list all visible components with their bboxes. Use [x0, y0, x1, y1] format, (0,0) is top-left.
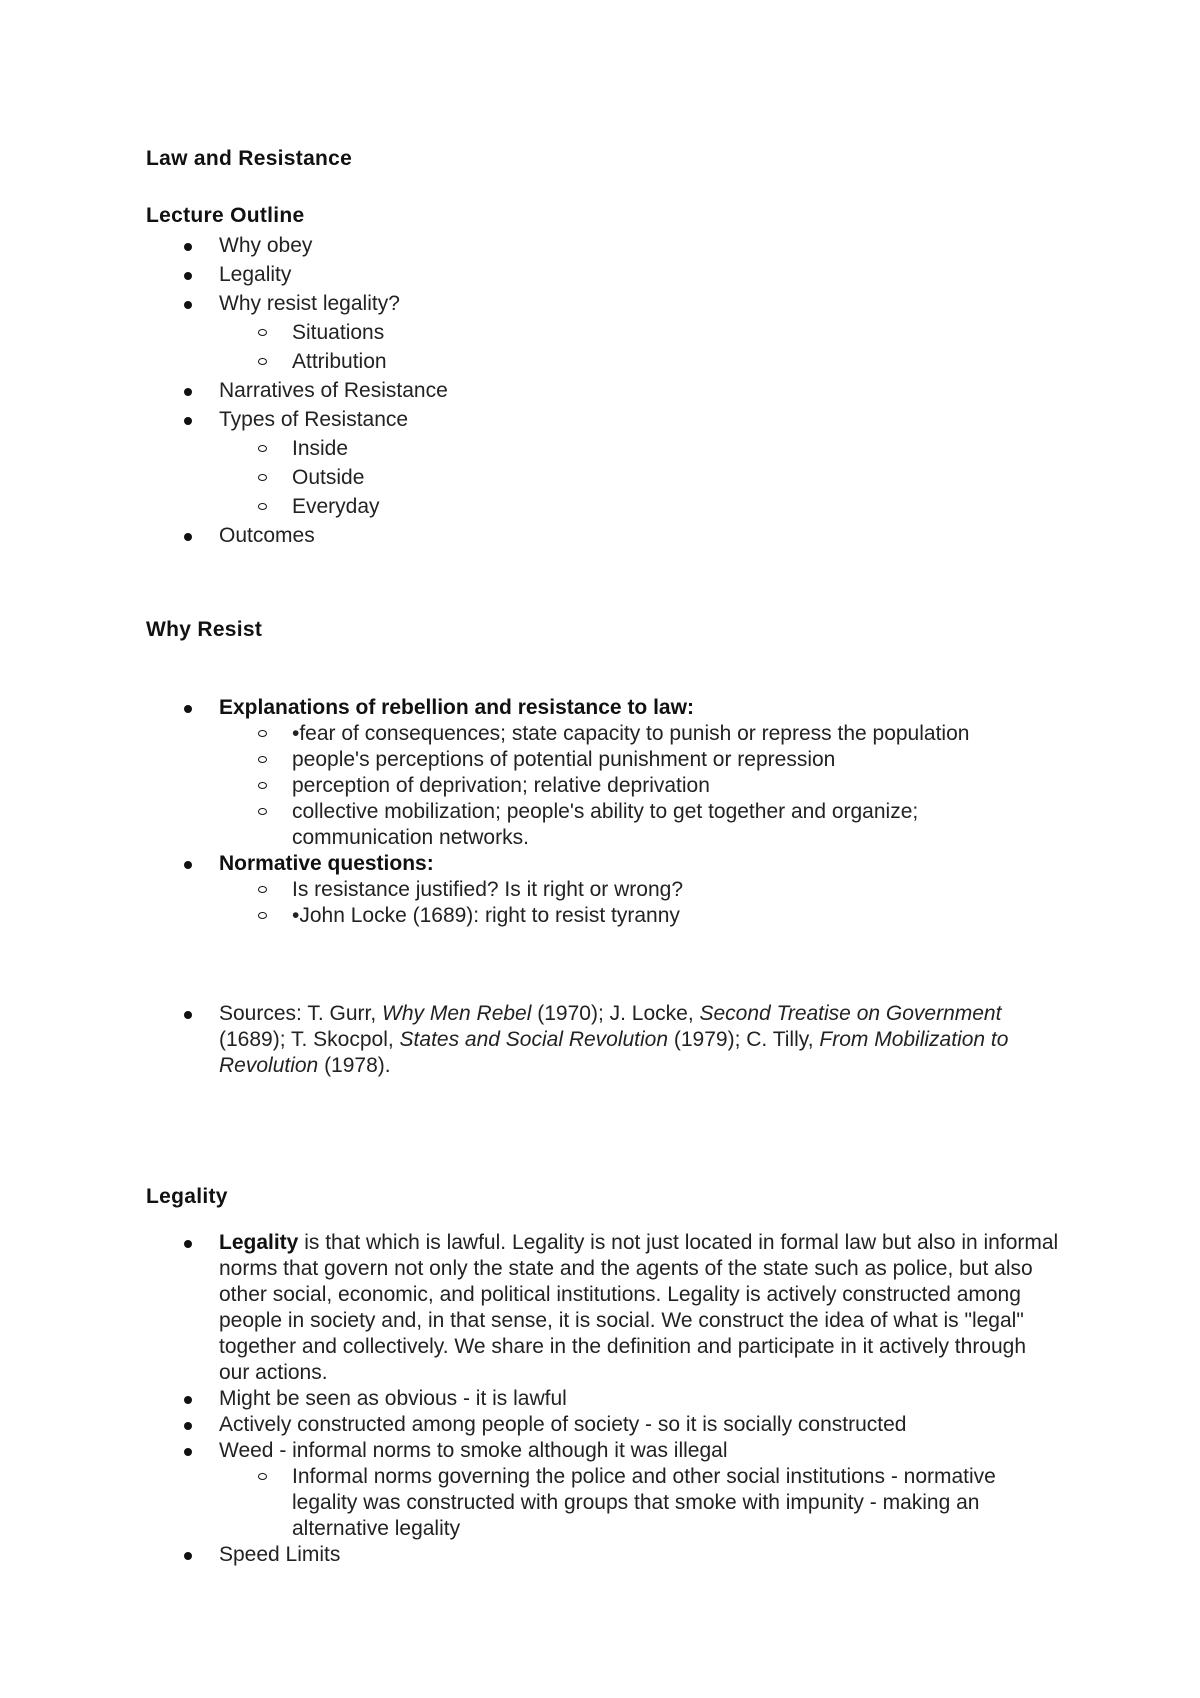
list-item: Speed Limits [0, 1542, 1059, 1568]
list-item: Normative questions: Is resistance justified? Is it right or wrong? •John Locke (1689): right to resist tyranny [0, 851, 1059, 929]
list-item: Why resist legality? Situations Attribution [0, 291, 1059, 375]
document-title: Law and Resistance [146, 147, 353, 170]
list-item: Outcomes [0, 523, 1059, 549]
why-resist-list [0, 695, 1059, 1079]
legality-list [0, 1230, 1059, 1568]
sub-list-item: Inside [219, 436, 1059, 462]
sub-list [219, 320, 1059, 375]
sub-list [219, 1464, 1059, 1542]
sub-list-item: •John Locke (1689): right to resist tyranny [219, 903, 1059, 929]
outline-list [0, 233, 1059, 549]
list-item: Narratives of Resistance [0, 378, 1059, 404]
list-item: Weed - informal norms to smoke although it was illegal Informal norms governing the police and other social institutions - normative legality was constructed with groups that smoke with impunity - making an alternative legality [0, 1438, 1059, 1542]
sub-list-item: Everyday [219, 494, 1059, 520]
sub-list-item: collective mobilization; people's ability to get together and organize; communication networks. [219, 799, 1059, 851]
why-resist-heading: Why Resist [146, 618, 263, 641]
sub-list [219, 436, 1059, 520]
sub-list-item: perception of deprivation; relative deprivation [219, 773, 1059, 799]
sub-list-item: Is resistance justified? Is it right or wrong? [219, 877, 1059, 903]
sub-list-item: Attribution [219, 349, 1059, 375]
list-item: Types of Resistance Inside Outside Everyday [0, 407, 1059, 520]
sub-list-item: •fear of consequences; state capacity to punish or repress the population [219, 721, 1059, 747]
sub-list-item: people's perceptions of potential punishment or repression [219, 747, 1059, 773]
list-item: Actively constructed among people of society - so it is socially constructed [0, 1412, 1059, 1438]
list-item: Why obey [0, 233, 1059, 259]
list-item: Legality is that which is lawful. Legality is not just located in formal law but also in informal norms that govern not only the state and the agents of the state such as police, but also other social, economic, and political institutions. Legality is actively constructed among people in society and, in that sense, it is social. We construct the idea of what is "legal" together and collectively. We share in the definition and participate in it actively through our actions. [0, 1230, 1059, 1386]
list-item: Explanations of rebellion and resistance to law: •fear of consequences; state capacity to punish or repress the population people's perceptions of potential punishment or repression perception of deprivation; relative deprivation collective mobilization; people's ability to get together and organize; communication networks. [0, 695, 1059, 851]
sub-list [219, 877, 1059, 929]
sub-list-item: Situations [219, 320, 1059, 346]
sources-item: Sources: T. Gurr, Why Men Rebel (1970); J. Locke, Second Treatise on Government (1689); T. Skocpol, States and Social Revolution (1979); C. Tilly, From Mobilization to Revolution (1978). [0, 1001, 1059, 1079]
list-item: Might be seen as obvious - it is lawful [0, 1386, 1059, 1412]
sub-list-item: Outside [219, 465, 1059, 491]
list-item: Legality [0, 262, 1059, 288]
sub-list [219, 721, 1059, 851]
outline-heading: Lecture Outline [146, 204, 305, 227]
sub-list-item: Informal norms governing the police and other social institutions - normative legality was constructed with groups that smoke with impunity - making an alternative legality [219, 1464, 1059, 1542]
legality-heading: Legality [146, 1185, 228, 1208]
